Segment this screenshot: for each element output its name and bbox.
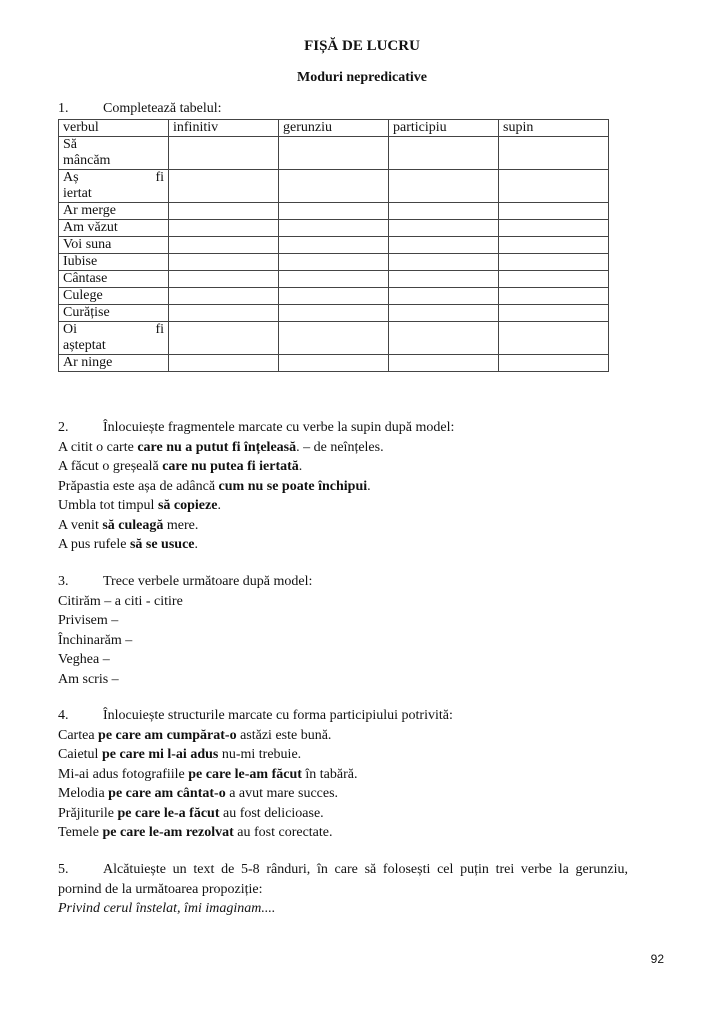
verb-table (58, 119, 609, 372)
answer-cell[interactable] (499, 288, 609, 305)
marked-fragment: cum nu se poate închipui (218, 478, 368, 494)
exercise-line (58, 477, 454, 497)
verb-cell (59, 170, 169, 203)
answer-cell[interactable] (389, 254, 499, 271)
answer-cell[interactable] (499, 322, 609, 355)
exercise-heading (58, 572, 312, 592)
exercise-heading (58, 860, 628, 880)
verb-cell (59, 322, 169, 355)
verb-text: Voi suna (63, 237, 112, 252)
answer-cell[interactable] (389, 237, 499, 254)
answer-cell[interactable] (279, 288, 389, 305)
column-header: gerunziu (279, 120, 389, 137)
verb-cell (59, 254, 169, 271)
marked-fragment: pe care le-a făcut (117, 805, 220, 821)
marked-fragment: pe care am cumpărat-o (98, 727, 237, 743)
line-text: au fost corectate. (233, 825, 333, 840)
answer-cell[interactable] (279, 220, 389, 237)
answer-cell[interactable] (499, 254, 609, 271)
page-title: FIȘĂ DE LUCRU (304, 38, 420, 54)
verb-cell (59, 237, 169, 254)
verb-cell (59, 220, 169, 237)
line-text: A citit o carte (58, 439, 138, 455)
verb-text: Cântase (63, 271, 108, 286)
exercise-3 (58, 572, 312, 689)
answer-cell[interactable] (279, 254, 389, 271)
verb-cell (59, 288, 169, 305)
exercise-4 (58, 706, 453, 843)
table-header-row (59, 120, 609, 137)
verb-text: iertat (63, 186, 92, 201)
writing-prompt: Privind cerul înstelat, îmi imaginam.... (58, 901, 276, 916)
answer-cell[interactable] (169, 288, 279, 305)
answer-cell[interactable] (169, 305, 279, 322)
table-row (59, 322, 609, 355)
answer-cell[interactable] (169, 271, 279, 288)
answer-cell[interactable] (169, 203, 279, 220)
exercise-line (58, 823, 453, 843)
line-text: Mi-ai adus fotografiile (58, 766, 189, 782)
answer-cell[interactable] (389, 220, 499, 237)
exercise-line: Am scris – (58, 671, 119, 687)
line-text: în tabără. (301, 766, 358, 782)
answer-cell[interactable] (279, 170, 389, 203)
column-header: participiu (389, 120, 499, 137)
exercise-instruction: Înlocuiește fragmentele marcate cu verbe la supin după model: (103, 420, 455, 435)
exercise-line: Închinarăm – (58, 632, 133, 648)
answer-cell[interactable] (169, 355, 279, 372)
verb-text: așteptat (63, 338, 106, 353)
exercise-instruction-cont: pornind de la următoarea propoziție: (58, 881, 263, 897)
column-header: verbul (59, 120, 169, 137)
verb-text: Aș (63, 170, 79, 185)
marked-fragment: pe care le-am rezolvat (102, 825, 234, 840)
marked-fragment: pe care le-am făcut (188, 766, 302, 782)
answer-cell[interactable] (499, 137, 609, 170)
line-text: Melodia (58, 786, 109, 801)
table-row (59, 170, 609, 203)
table-row (59, 220, 609, 237)
exercise-instruction: Trece verbele următoare după model: (103, 574, 313, 589)
line-text: A făcut o greșeală (58, 459, 163, 474)
line-text: . (298, 459, 303, 474)
line-text: nu-mi trebuie. (218, 747, 302, 762)
answer-cell[interactable] (499, 220, 609, 237)
line-text: a avut mare succes. (225, 786, 339, 801)
exercise-instruction: Completează tabelul: (103, 101, 222, 116)
answer-cell[interactable] (169, 322, 279, 355)
answer-cell[interactable] (499, 271, 609, 288)
answer-cell[interactable] (389, 170, 499, 203)
answer-cell[interactable] (169, 170, 279, 203)
answer-cell[interactable] (499, 203, 609, 220)
line-text: Caietul (58, 747, 102, 762)
marked-fragment: pe care mi l-ai adus (101, 747, 219, 762)
exercise-number: 2. (58, 420, 69, 435)
exercise-number: 4. (58, 708, 69, 723)
exercise-line (58, 496, 454, 516)
verb-text: fi (155, 170, 164, 185)
table-row (59, 355, 609, 372)
verb-text: Să (63, 137, 77, 152)
answer-cell[interactable] (279, 271, 389, 288)
column-header: supin (499, 120, 609, 137)
marked-fragment: pe care am cântat-o (108, 786, 226, 801)
answer-cell[interactable] (499, 305, 609, 322)
exercise-1-heading (58, 99, 222, 118)
verb-text: Am văzut (63, 220, 118, 235)
exercise-line: Veghea – (58, 652, 110, 667)
answer-cell[interactable] (279, 137, 389, 170)
marked-fragment: care nu putea fi iertată (162, 459, 299, 474)
marked-fragment: să copieze (157, 498, 218, 513)
table-row (59, 271, 609, 288)
answer-cell[interactable] (499, 355, 609, 372)
exercise-line (58, 457, 454, 477)
page-subtitle: Moduri nepredicative (296, 70, 427, 85)
exercise-number: 1. (58, 101, 69, 116)
line-text: astăzi este bună. (236, 727, 332, 743)
marked-fragment: să culeagă (102, 517, 164, 533)
exercise-line (58, 804, 453, 824)
exercise-number: 5. (58, 862, 69, 877)
exercise-line (58, 535, 454, 555)
exercise-heading (58, 706, 453, 726)
line-text: . (194, 537, 198, 552)
line-text: Prăpastia este așa de adâncă (58, 478, 219, 494)
answer-cell[interactable] (169, 137, 279, 170)
answer-cell[interactable] (279, 237, 389, 254)
exercise-line (58, 438, 454, 458)
line-text: au fost delicioase. (219, 805, 324, 821)
answer-cell[interactable] (169, 237, 279, 254)
table-row (59, 305, 609, 322)
table-row (59, 137, 609, 170)
answer-cell[interactable] (389, 271, 499, 288)
verb-text: Culege (63, 288, 103, 303)
line-text: . (367, 478, 371, 494)
exercise-line: Privisem – (58, 613, 119, 628)
line-text: A pus rufele (58, 537, 130, 552)
table-row (59, 203, 609, 220)
exercise-heading (58, 418, 454, 438)
verb-text: fi (155, 322, 164, 337)
verb-cell (59, 137, 169, 170)
line-text: Cartea (58, 727, 99, 743)
answer-cell[interactable] (389, 137, 499, 170)
table-row (59, 288, 609, 305)
verb-cell (59, 203, 169, 220)
line-text: Umbla tot timpul (58, 498, 158, 513)
answer-cell[interactable] (279, 322, 389, 355)
line-text: mere. (163, 517, 199, 533)
marked-fragment: care nu a putut fi înțeleasă (137, 439, 297, 455)
verb-text: Ar ninge (63, 355, 113, 370)
verb-cell (59, 355, 169, 372)
exercise-line (58, 784, 453, 804)
answer-cell[interactable] (499, 237, 609, 254)
exercise-instruction: Alcătuiește un text de 5-8 rânduri, în care să folosești cel puțin trei verbe la gerunziu, (103, 862, 628, 877)
answer-cell[interactable] (389, 288, 499, 305)
verb-text: Ar merge (63, 203, 116, 218)
verb-text: Iubise (63, 254, 98, 269)
page-number: 92 (650, 952, 664, 966)
verb-cell (59, 305, 169, 322)
exercise-number: 3. (58, 574, 69, 589)
column-header: infinitiv (169, 120, 279, 137)
exercise-line (58, 765, 453, 785)
answer-cell[interactable] (169, 254, 279, 271)
line-text: . (217, 498, 221, 513)
exercise-5 (58, 860, 628, 919)
answer-cell[interactable] (389, 305, 499, 322)
answer-cell[interactable] (279, 203, 389, 220)
verb-text: Curățise (63, 305, 110, 320)
line-text: Temele (58, 825, 103, 840)
answer-cell[interactable] (279, 305, 389, 322)
verb-cell (59, 271, 169, 288)
exercise-line (58, 745, 453, 765)
answer-cell[interactable] (389, 203, 499, 220)
answer-cell[interactable] (169, 220, 279, 237)
table-row (59, 237, 609, 254)
table-row (59, 254, 609, 271)
verb-text: Oi (63, 322, 77, 337)
exercise-line: Citirăm – a citi - citire (58, 593, 183, 609)
marked-fragment: să se usuce (129, 537, 195, 552)
answer-cell[interactable] (279, 355, 389, 372)
exercise-2 (58, 418, 454, 555)
answer-cell[interactable] (389, 322, 499, 355)
verb-text: mâncăm (63, 153, 111, 168)
exercise-instruction: Înlocuiește structurile marcate cu forma participiului potrivită: (103, 708, 453, 723)
line-text: Prăjiturile (58, 805, 118, 821)
line-text: A venit (58, 517, 103, 533)
exercise-line (58, 726, 453, 746)
answer-cell[interactable] (389, 355, 499, 372)
exercise-line (58, 516, 454, 536)
answer-cell[interactable] (499, 170, 609, 203)
line-text: . – de neînțeles. (296, 439, 384, 455)
